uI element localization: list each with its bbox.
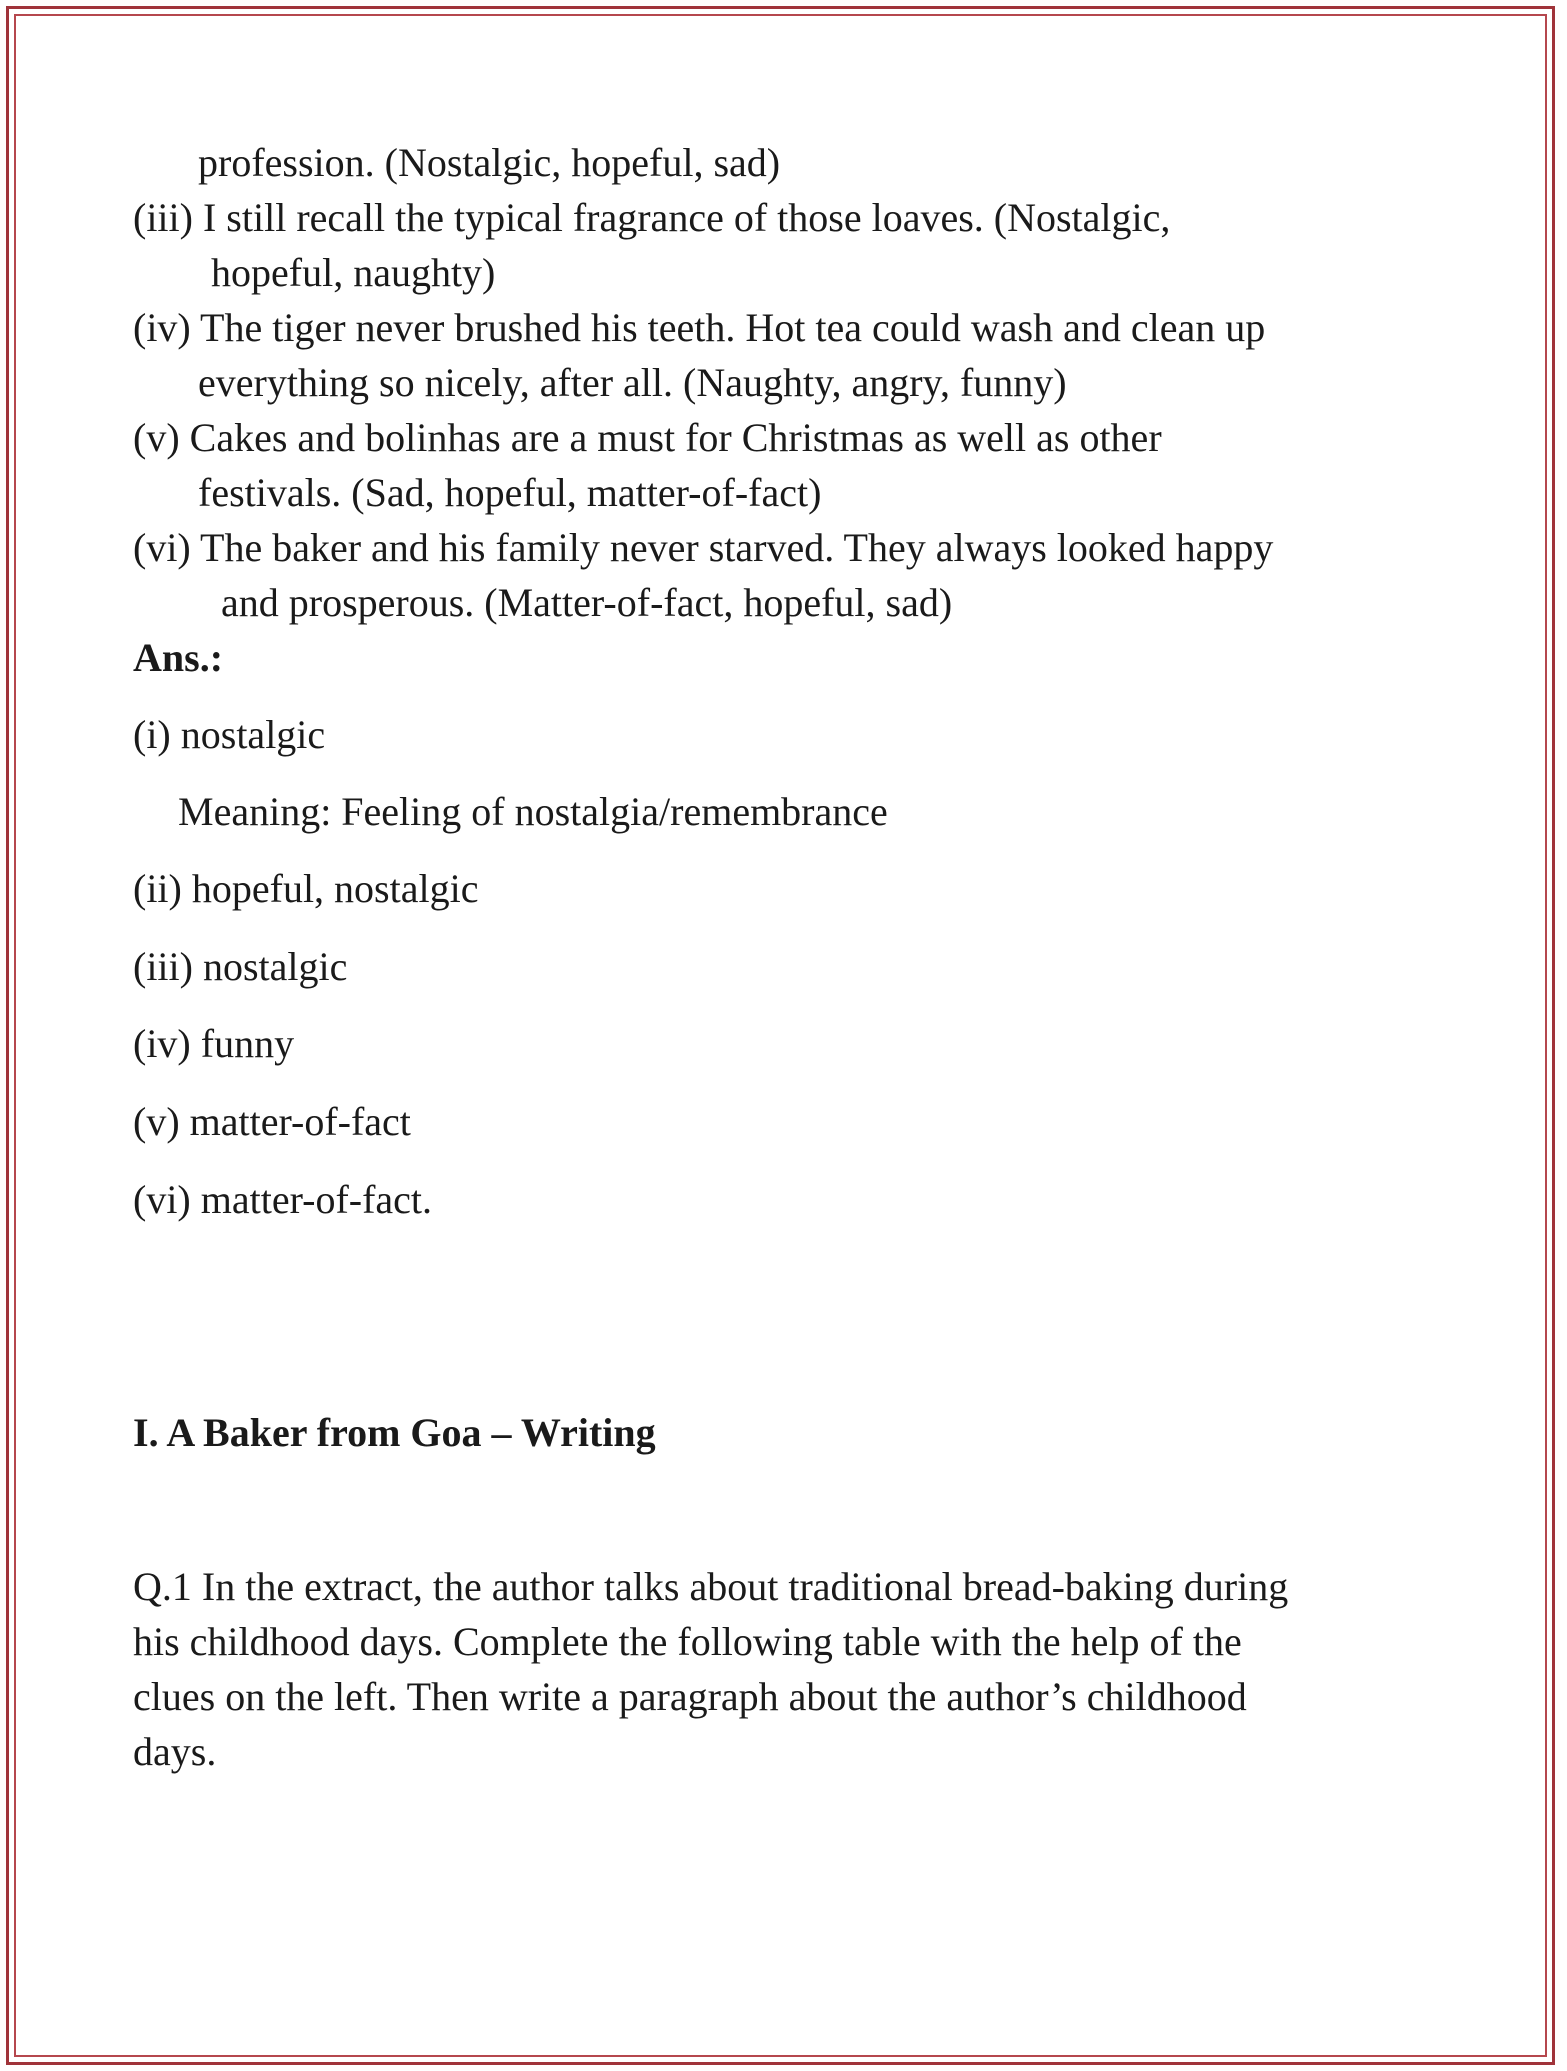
question-1-line-3: clues on the left. Then write a paragraph about the author’s childhood [133,1674,1247,1719]
section-title: I. A Baker from Goa – Writing [133,1410,656,1455]
question-vi-line-2: and prosperous. (Matter-of-fact, hopeful, sad) [221,580,953,625]
answer-i-meaning: Meaning: Feeling of nostalgia/remembrance [178,789,888,834]
answer-vi: (vi) matter-of-fact. [133,1177,433,1222]
question-vi-line-1: (vi) The baker and his family never starved. They always looked happy [133,525,1274,570]
question-v-line-1: (v) Cakes and bolinhas are a must for Christmas as well as other [133,415,1162,460]
answer-ii: (ii) hopeful, nostalgic [133,866,479,911]
answer-i: (i) nostalgic [133,712,326,757]
answers-heading: Ans.: [133,635,224,680]
answer-iii: (iii) nostalgic [133,944,348,989]
question-v-line-2: festivals. (Sad, hopeful, matter-of-fact) [198,470,822,515]
question-1-line-2: his childhood days. Complete the following table with the help of the [133,1619,1242,1664]
answer-iv: (iv) funny [133,1021,295,1066]
question-iii-line-1: (iii) I still recall the typical fragrance of those loaves. (Nostalgic, [133,195,1171,240]
answer-v: (v) matter-of-fact [133,1099,411,1144]
question-iii-line-2: hopeful, naughty) [211,250,496,295]
question-1-line-1: Q.1 In the extract, the author talks about traditional bread-baking during [133,1564,1289,1609]
question-iv-line-1: (iv) The tiger never brushed his teeth. Hot tea could wash and clean up [133,305,1266,350]
question-ii-continued: profession. (Nostalgic, hopeful, sad) [198,140,781,185]
question-iv-line-2: everything so nicely, after all. (Naughty, angry, funny) [198,360,1067,405]
question-1-line-4: days. [133,1729,217,1774]
